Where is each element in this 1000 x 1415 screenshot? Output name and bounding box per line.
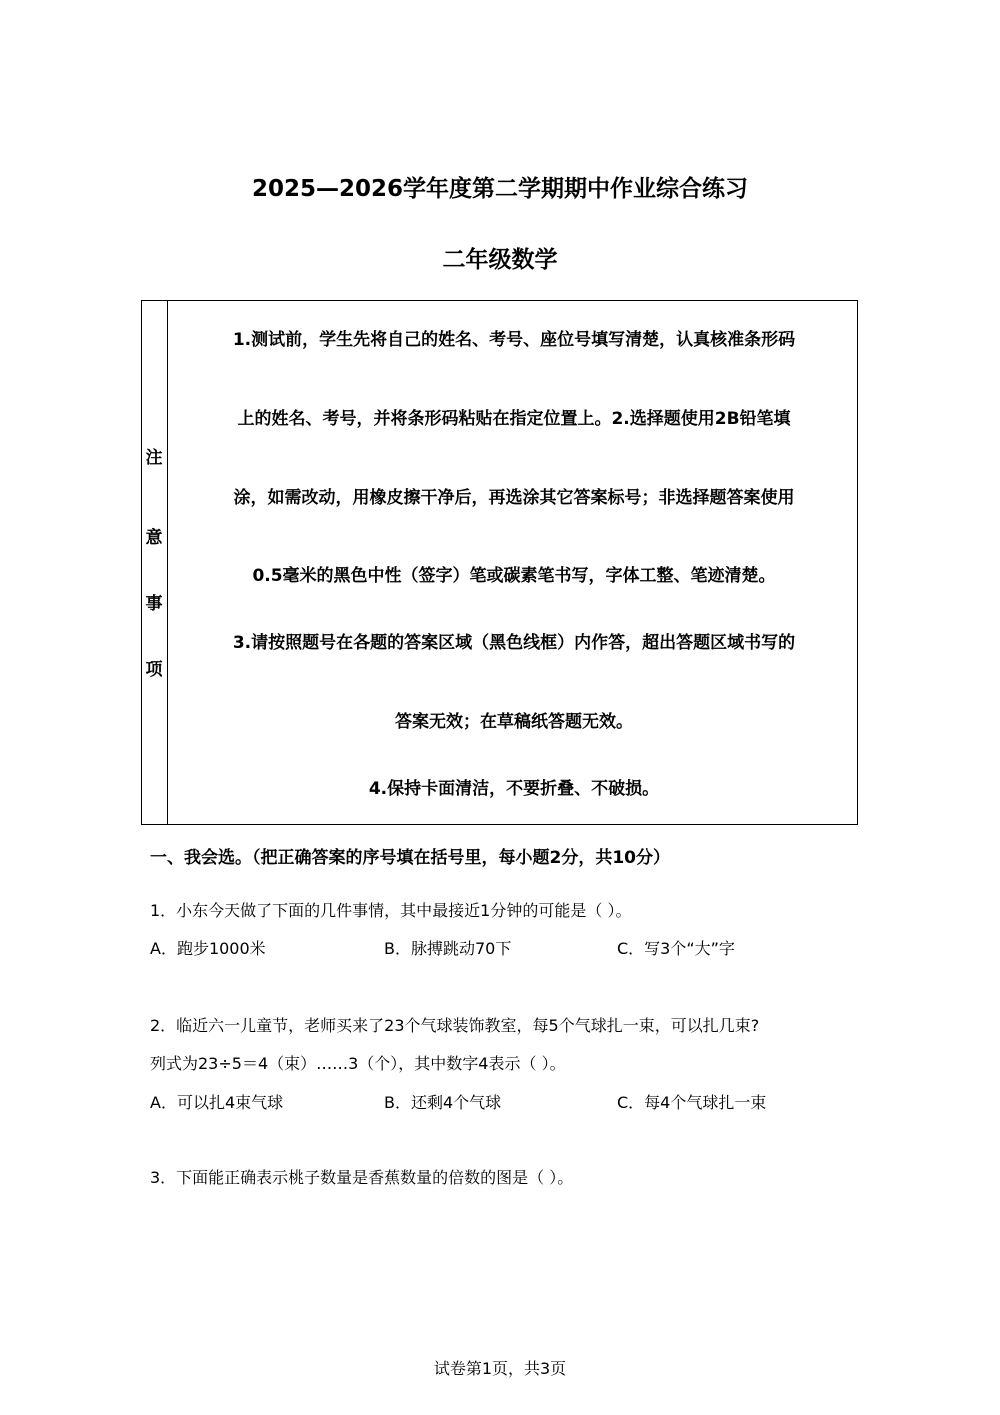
- question-2-option-c: C．每4个气球扎一束: [617, 1093, 767, 1112]
- question-2-stem-line2: 列式为23÷5＝4（束）……3（个），其中数字4表示（ ）。: [150, 1054, 566, 1073]
- question-2-option-a: A．可以扎4束气球: [150, 1093, 284, 1112]
- page-footer: 试卷第1页，共3页: [433, 1359, 567, 1378]
- notice-line: 3.请按照题号在各题的答案区域（黑色线框）内作答，超出答题区域书写的: [232, 633, 796, 653]
- question-3-stem: 3．下面能正确表示桃子数量是香蕉数量的倍数的图是（ ）。: [150, 1168, 574, 1187]
- notice-side-char: 事: [145, 594, 163, 614]
- question-2-option-b: B．还剩4个气球: [384, 1093, 502, 1112]
- question-1-stem: 1．小东今天做了下面的几件事情，其中最接近1分钟的可能是（ ）。: [150, 901, 632, 920]
- notice-side-char: 意: [145, 528, 163, 548]
- question-1-option-a: A．跑步1000米: [150, 939, 266, 958]
- notice-line: 上的姓名、考号，并将条形码粘贴在指定位置上。2.选择题使用2B铅笔填: [237, 409, 791, 429]
- exam-title: 2025—2026学年度第二学期期中作业综合练习: [251, 176, 749, 202]
- notice-side-label: [142, 301, 168, 824]
- notice-line: 涂，如需改动，用橡皮擦干净后，再选涂其它答案标号；非选择题答案使用: [233, 488, 795, 508]
- exam-subtitle: 二年级数学: [442, 247, 558, 273]
- notice-side-char: 项: [145, 660, 163, 680]
- question-2-stem: 2．临近六一儿童节，老师买来了23个气球装饰教室，每5个气球扎一束，可以扎几束?: [150, 1016, 760, 1035]
- notice-line: 0.5毫米的黑色中性（签字）笔或碳素笔书写，字体工整、笔迹清楚。: [252, 566, 776, 586]
- notice-box: [141, 300, 858, 825]
- notice-line: 答案无效；在草稿纸答题无效。: [395, 712, 633, 732]
- question-1-option-b: B．脉搏跳动70下: [384, 939, 512, 958]
- section-heading: 一、我会选。（把正确答案的序号填在括号里，每小题2分，共10分）: [150, 848, 670, 868]
- notice-side-char: 注: [145, 448, 163, 468]
- notice-line: 1.测试前，学生先将自己的姓名、考号、座位号填写清楚，认真核准条形码: [232, 330, 796, 350]
- notice-line: 4.保持卡面清洁，不要折叠、不破损。: [368, 779, 660, 799]
- question-1-option-c: C．写3个“大”字: [617, 939, 735, 958]
